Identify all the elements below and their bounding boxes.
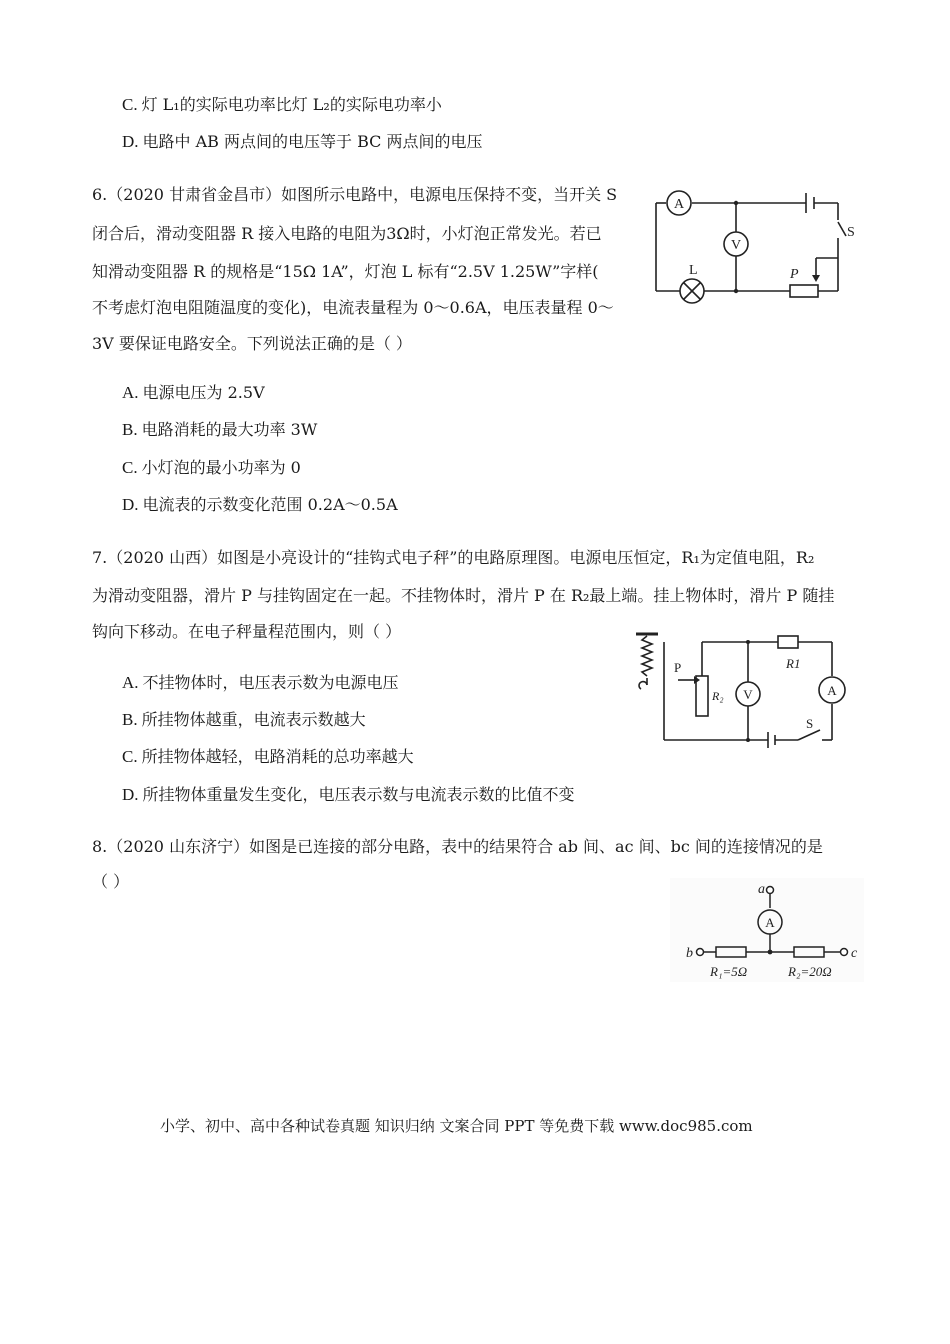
q8-circuit-figure — [670, 878, 864, 982]
q7-circuit-figure — [628, 630, 858, 748]
q6-stem-line-2: 闭合后，滑动变阻器 R 接入电路的电阻为3Ω时，小灯泡正常发光。若已 — [92, 224, 602, 243]
q6-ammeter-label: A — [673, 197, 685, 212]
q7-r1-label: R1 — [786, 656, 801, 671]
q7-option-c: C. 所挂物体越轻，电路消耗的总功率越大 — [122, 747, 414, 766]
q8-ammeter-label: A — [765, 915, 775, 930]
q8-terminal-a: a — [758, 882, 765, 897]
q7-r2-label: R₂ — [712, 689, 724, 703]
q6-switch-label: S — [847, 225, 855, 240]
q8-r2-label: R₂=20Ω — [788, 964, 832, 979]
q6-stem-line-4: 不考虑灯泡电阻随温度的变化)，电流表量程为 0～0.6A，电压表量程 0～ — [92, 298, 614, 317]
q6-option-a: A. 电源电压为 2.5V — [122, 383, 265, 402]
q6-option-b: B. 电路消耗的最大功率 3W — [122, 420, 318, 439]
q8-terminal-b: b — [686, 946, 693, 961]
q8-r1-label: R₁=5Ω — [710, 964, 748, 979]
q6-lamp-label: L — [689, 263, 698, 278]
q5-option-d: D. 电路中 AB 两点间的电压等于 BC 两点间的电压 — [122, 132, 483, 151]
q7-stem-line-2: 为滑动变阻器，滑片 P 与挂钩固定在一起。不挂物体时，滑片 P 在 R₂最上端。挂上物体时，滑片 P 随挂 — [92, 586, 835, 605]
page-footer: 小学、初中、高中各种试卷真题 知识归纳 文案合同 PPT 等免费下载 www.doc985.com — [160, 1117, 753, 1135]
q6-option-c: C. 小灯泡的最小功率为 0 — [122, 458, 301, 477]
q7-stem-line-3: 钩向下移动。在电子秤量程范围内，则（ ） — [92, 622, 402, 641]
q7-option-a: A. 不挂物体时，电压表示数为电源电压 — [122, 673, 399, 692]
q6-option-d: D. 电流表的示数变化范围 0.2A～0.5A — [122, 495, 398, 514]
q5-option-c: C. 灯 L₁的实际电功率比灯 L₂的实际电功率小 — [122, 95, 442, 114]
q7-option-d: D. 所挂物体重量发生变化，电压表示数与电流表示数的比值不变 — [122, 785, 575, 804]
q6-stem-line-3: 知滑动变阻器 R 的规格是“15Ω 1A”，灯泡 L 标有“2.5V 1.25W”字样( — [92, 262, 599, 281]
q7-option-b: B. 所挂物体越重，电流表示数越大 — [122, 710, 366, 729]
q7-slider-label: P — [674, 660, 682, 675]
q8-stem-line-2: （ ） — [92, 872, 130, 891]
q7-switch-label: S — [806, 716, 814, 731]
q6-stem-line-1: 6.（2020 甘肃省金昌市）如图所示电路中，电源电压保持不变，当开关 S — [92, 185, 618, 204]
q7-voltmeter-label: V — [743, 687, 753, 702]
q6-stem-line-5: 3V 要保证电路安全。下列说法正确的是（ ） — [92, 334, 412, 353]
q6-voltmeter-label: V — [730, 238, 742, 253]
q7-stem-line-1: 7.（2020 山西）如图是小亮设计的“挂钩式电子秤”的电路原理图。电源电压恒定，R₁为定值电阻，R₂ — [92, 548, 815, 567]
q8-terminal-c: c — [851, 946, 858, 961]
q8-stem-line-1: 8.（2020 山东济宁）如图是已连接的部分电路，表中的结果符合 ab 间、ac 间、bc 间的连接情况的是 — [92, 837, 823, 856]
q6-circuit-figure — [648, 178, 868, 308]
q7-ammeter-label: A — [827, 683, 837, 698]
q6-slider-label: P — [790, 267, 799, 282]
